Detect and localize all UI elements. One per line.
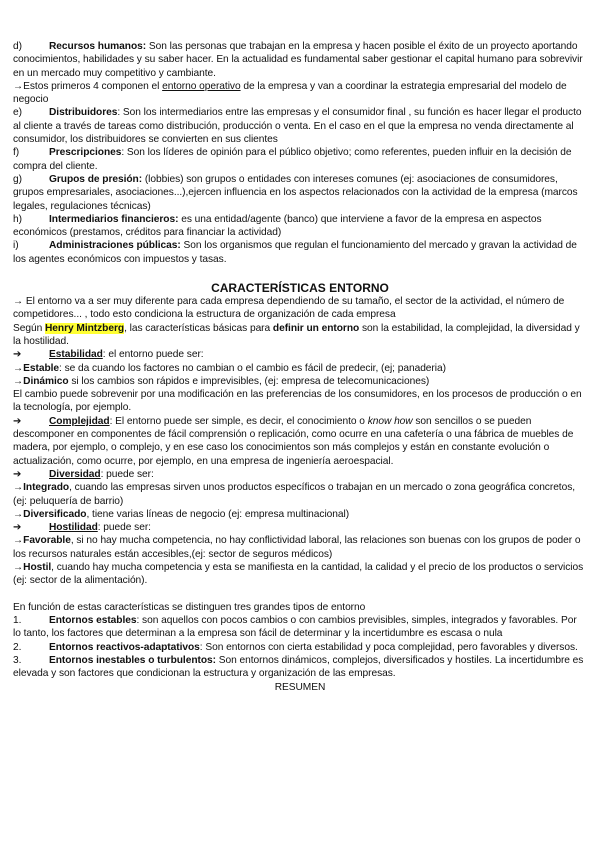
note-entorno-operativo: →Estos primeros 4 componen el entorno operativo de la empresa y van a coordinar la estrategia empresarial del modelo de negocio: [13, 80, 567, 106]
hostil-item: →Hostil, cuando hay mucha competencia y esta se manifiesta en la cantidad, la calidad y el precio de los productos o servicios (ej: sector de la alimentación).: [13, 561, 584, 587]
diversificado-item: →Diversificado, tiene varias líneas de negocio (ej: empresa multinacional): [13, 508, 350, 520]
tipo-inestables: 3. Entornos inestables o turbulentos: Son entornos dinámicos, complejos, diversificados y hostiles. La incertidumbre es elevada y son factores que condicionan la estructura y organización de las empresas.: [13, 655, 584, 680]
item-grupos-presion: g) Grupos de presión: (lobbies) son grupos o entidades con intereses comunes (ej: asociaciones de consumidores, grupos empresariales, asociaciones...),ejercen influencia en los aspectos relacionados con la actividad de la empresa (marcos legales, regulaciones técnicas): [13, 173, 578, 212]
arrow-bullet-icon: ➔: [13, 468, 22, 480]
item-recursos-humanos: d) Recursos humanos: Son las personas que trabajan en la empresa y hacen posible el éxito de un proyecto aportando conocimientos, habilidades y su saber hacer. En la actualidad es fundamental saber gestionar el capital humano para sobrevivir en un mercado muy competitivo y cambiante.: [13, 41, 583, 79]
resumen-label: RESUMEN: [274, 681, 326, 693]
arrow-bullet-icon: ➔: [13, 522, 22, 534]
estabilidad-heading: ➔ Estabilidad: el entorno puede ser:: [13, 349, 204, 361]
estable-item: →Estable: se da cuando los factores no cambian o el cambio es fácil de predecir, (ej; panaderia): [13, 362, 446, 374]
arrow-bullet-icon: ➔: [13, 349, 22, 361]
mintzberg-paragraph: Según Henry Mintzberg, las características básicas para definir un entorno son la estabilidad, la complejidad, la diversidad y la hostilidad.: [13, 322, 580, 347]
spacer: [13, 588, 587, 601]
diversidad-heading: ➔ Diversidad: puede ser:: [13, 468, 154, 480]
item-intermediarios-financieros: h) Intermediarios financieros: es una entidad/agente (banco) que interviene a favor de la empresa en aspectos económicos (prestamos, créditos para financiar la actividad): [13, 213, 542, 239]
section-title: CARACTERÍSTICAS ENTORNO: [211, 281, 389, 296]
tipos-intro: En función de estas características se distinguen tres grandes tipos de entorno: [13, 601, 366, 613]
favorable-item: →Favorable, si no hay mucha competencia, no hay conflictividad laboral, las relaciones son buenas con los grupos de poder o los recursos naturales están accesibles,(ej: sector de seguros médicos): [13, 535, 581, 560]
intro-paragraph: → El entorno va a ser muy diferente para cada empresa dependiendo de su tamaño, el sector de la actividad, el número de competidores... , todo esto condiciona la estructura de organización de cada empresa: [13, 296, 565, 321]
hostilidad-heading: ➔ Hostilidad: puede ser:: [13, 522, 151, 534]
highlighted-name: Henry Mintzberg: [45, 322, 125, 334]
integrado-item: →Integrado, cuando las empresas sirven unos productos específicos o trabajan en un mercado o zona geográfica concretos, (ej: peluquería de barrio): [13, 482, 576, 507]
complejidad-paragraph: ➔ Complejidad: El entorno puede ser simple, es decir, el conocimiento o know how son sencillos o se pueden descomponer en componentes de fácil comprensión o replicación, como ocurre en una cafetería o una fábrica de muebles de madera, por ejemplo, o complejo, y en ese caso los conocimientos son más complejos y están en constante evolución o actualización, como ocurre, por ejemplo, en una empresa de ingeniería aeroespacial.: [13, 415, 574, 467]
tipo-estables: 1. Entornos estables: son aquellos con pocos cambios o con cambios previsibles, simples, integrados y favorables. Por lo tanto, los factores que determinan a la empresa son fácil de determinar y la incertidumbre es escasa o nula: [13, 615, 577, 640]
cambio-paragraph: El cambio puede sobrevenir por una modificación en las preferencias de los consumidores, en los procesos de producción o en la tecnología, por ejemplo.: [13, 389, 582, 414]
dinamico-item: →Dinámico si los cambios son rápidos e imprevisibles, (ej: empresa de telecomunicaciones): [13, 375, 430, 387]
tipo-reactivos: 2. Entornos reactivos-adaptativos: Son entornos con cierta estabilidad y poca complejidad, pero favorables y diversos.: [13, 641, 578, 653]
arrow-bullet-icon: ➔: [13, 415, 22, 427]
item-prescripciones: f) Prescripciones: Son los líderes de opinión para el público objetivo; como referentes, pueden influir en la decisión de compra del cliente.: [13, 147, 572, 172]
item-distribuidores: e) Distribuidores: Son los intermediarios entre las empresas y el consumidor final , su función es hacer llegar el producto al cliente a través de tareas como distribución, producción o venta. En el caso en el que la empresa no venda directamente al consumidor, los distribuidores se convierten en sus clientes: [13, 107, 582, 146]
item-administraciones-publicas: i) Administraciones públicas: Son los organismos que regulan el funcionamiento del mercado y gravan la actividad de los agentes económicos con impuestos y tasas.: [13, 240, 577, 265]
